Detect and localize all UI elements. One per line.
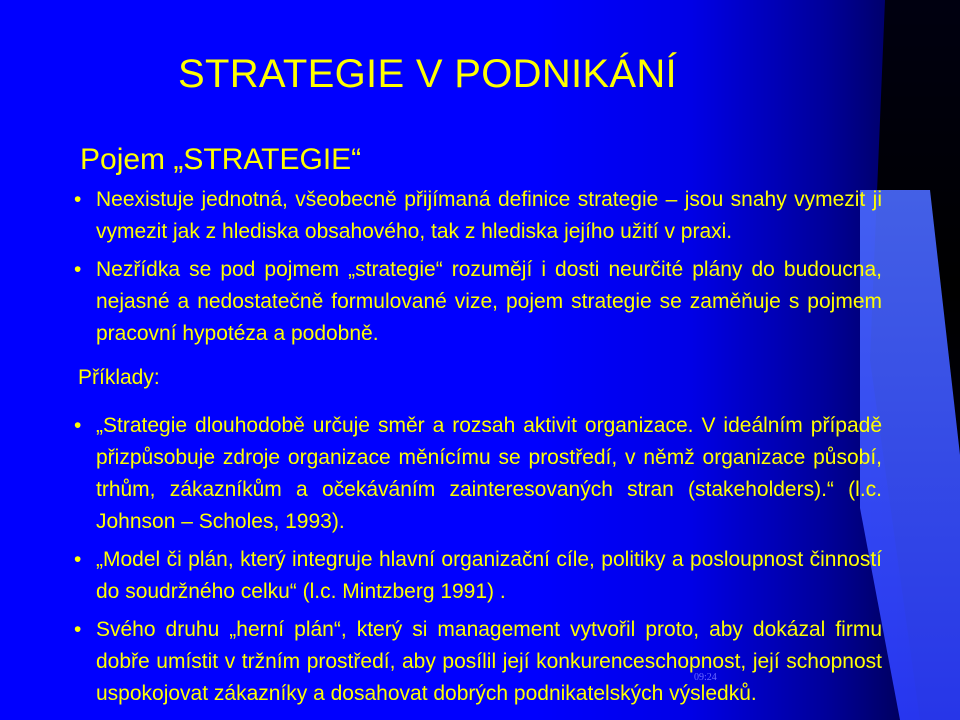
timestamp: 09:24 (694, 672, 717, 683)
bullet-text: Svého druhu „herní plán“, který si management vytvořil proto, aby dokázal firmu dobře umístit v tržním prostředí, aby posílil její konkurenceschopnost, její schopnost uspokojovat zákazníky a dosahovat dobrých podnikatelských výsledků. (96, 618, 882, 705)
examples-heading: Příklady: (78, 366, 160, 389)
bullet-text: „Strategie dlouhodobě určuje směr a rozsah aktivit organizace. V ideálním případě přizpůsobuje zdroje organizace měnícímu se prostředí, v němž organizace působí, trhům, zákazníkům a očekáváním zainteresovaných stran (stakeholders).“ (l.c. Johnson – Scholes, 1993). (96, 414, 882, 533)
list-item (74, 614, 882, 710)
concept-bullet-list (74, 184, 882, 356)
bullet-icon: • (74, 258, 82, 281)
bullet-icon: • (74, 618, 82, 641)
bullet-text: „Model či plán, který integruje hlavní organizační cíle, politiky a posloupnost činností do soudržného celku“ (l.c. Mintzberg 1991) . (96, 548, 882, 603)
examples-bullet-list (74, 410, 882, 716)
bullet-icon: • (74, 548, 82, 571)
bullet-text: Nezřídka se pod pojmem „strategie“ rozumějí i dosti neurčité plány do budoucna, nejasné a nedostatečně formulované vize, pojem strategie se zaměňuje s pojmem pracovní hypotéza a podobně. (96, 258, 882, 345)
list-item (74, 544, 882, 608)
list-item (74, 410, 882, 538)
bullet-icon: • (74, 188, 82, 211)
slide-subtitle: Pojem „STRATEGIE“ (80, 143, 362, 176)
bullet-text: Neexistuje jednotná, všeobecně přijímaná definice strategie – jsou snahy vymezit ji vymezit jak z hlediska obsahového, tak z hlediska jejího užití v praxi. (96, 188, 882, 243)
bullet-icon: • (74, 414, 82, 437)
list-item (74, 184, 882, 248)
slide-title: STRATEGIE V PODNIKÁNÍ (178, 52, 677, 96)
list-item (74, 254, 882, 350)
